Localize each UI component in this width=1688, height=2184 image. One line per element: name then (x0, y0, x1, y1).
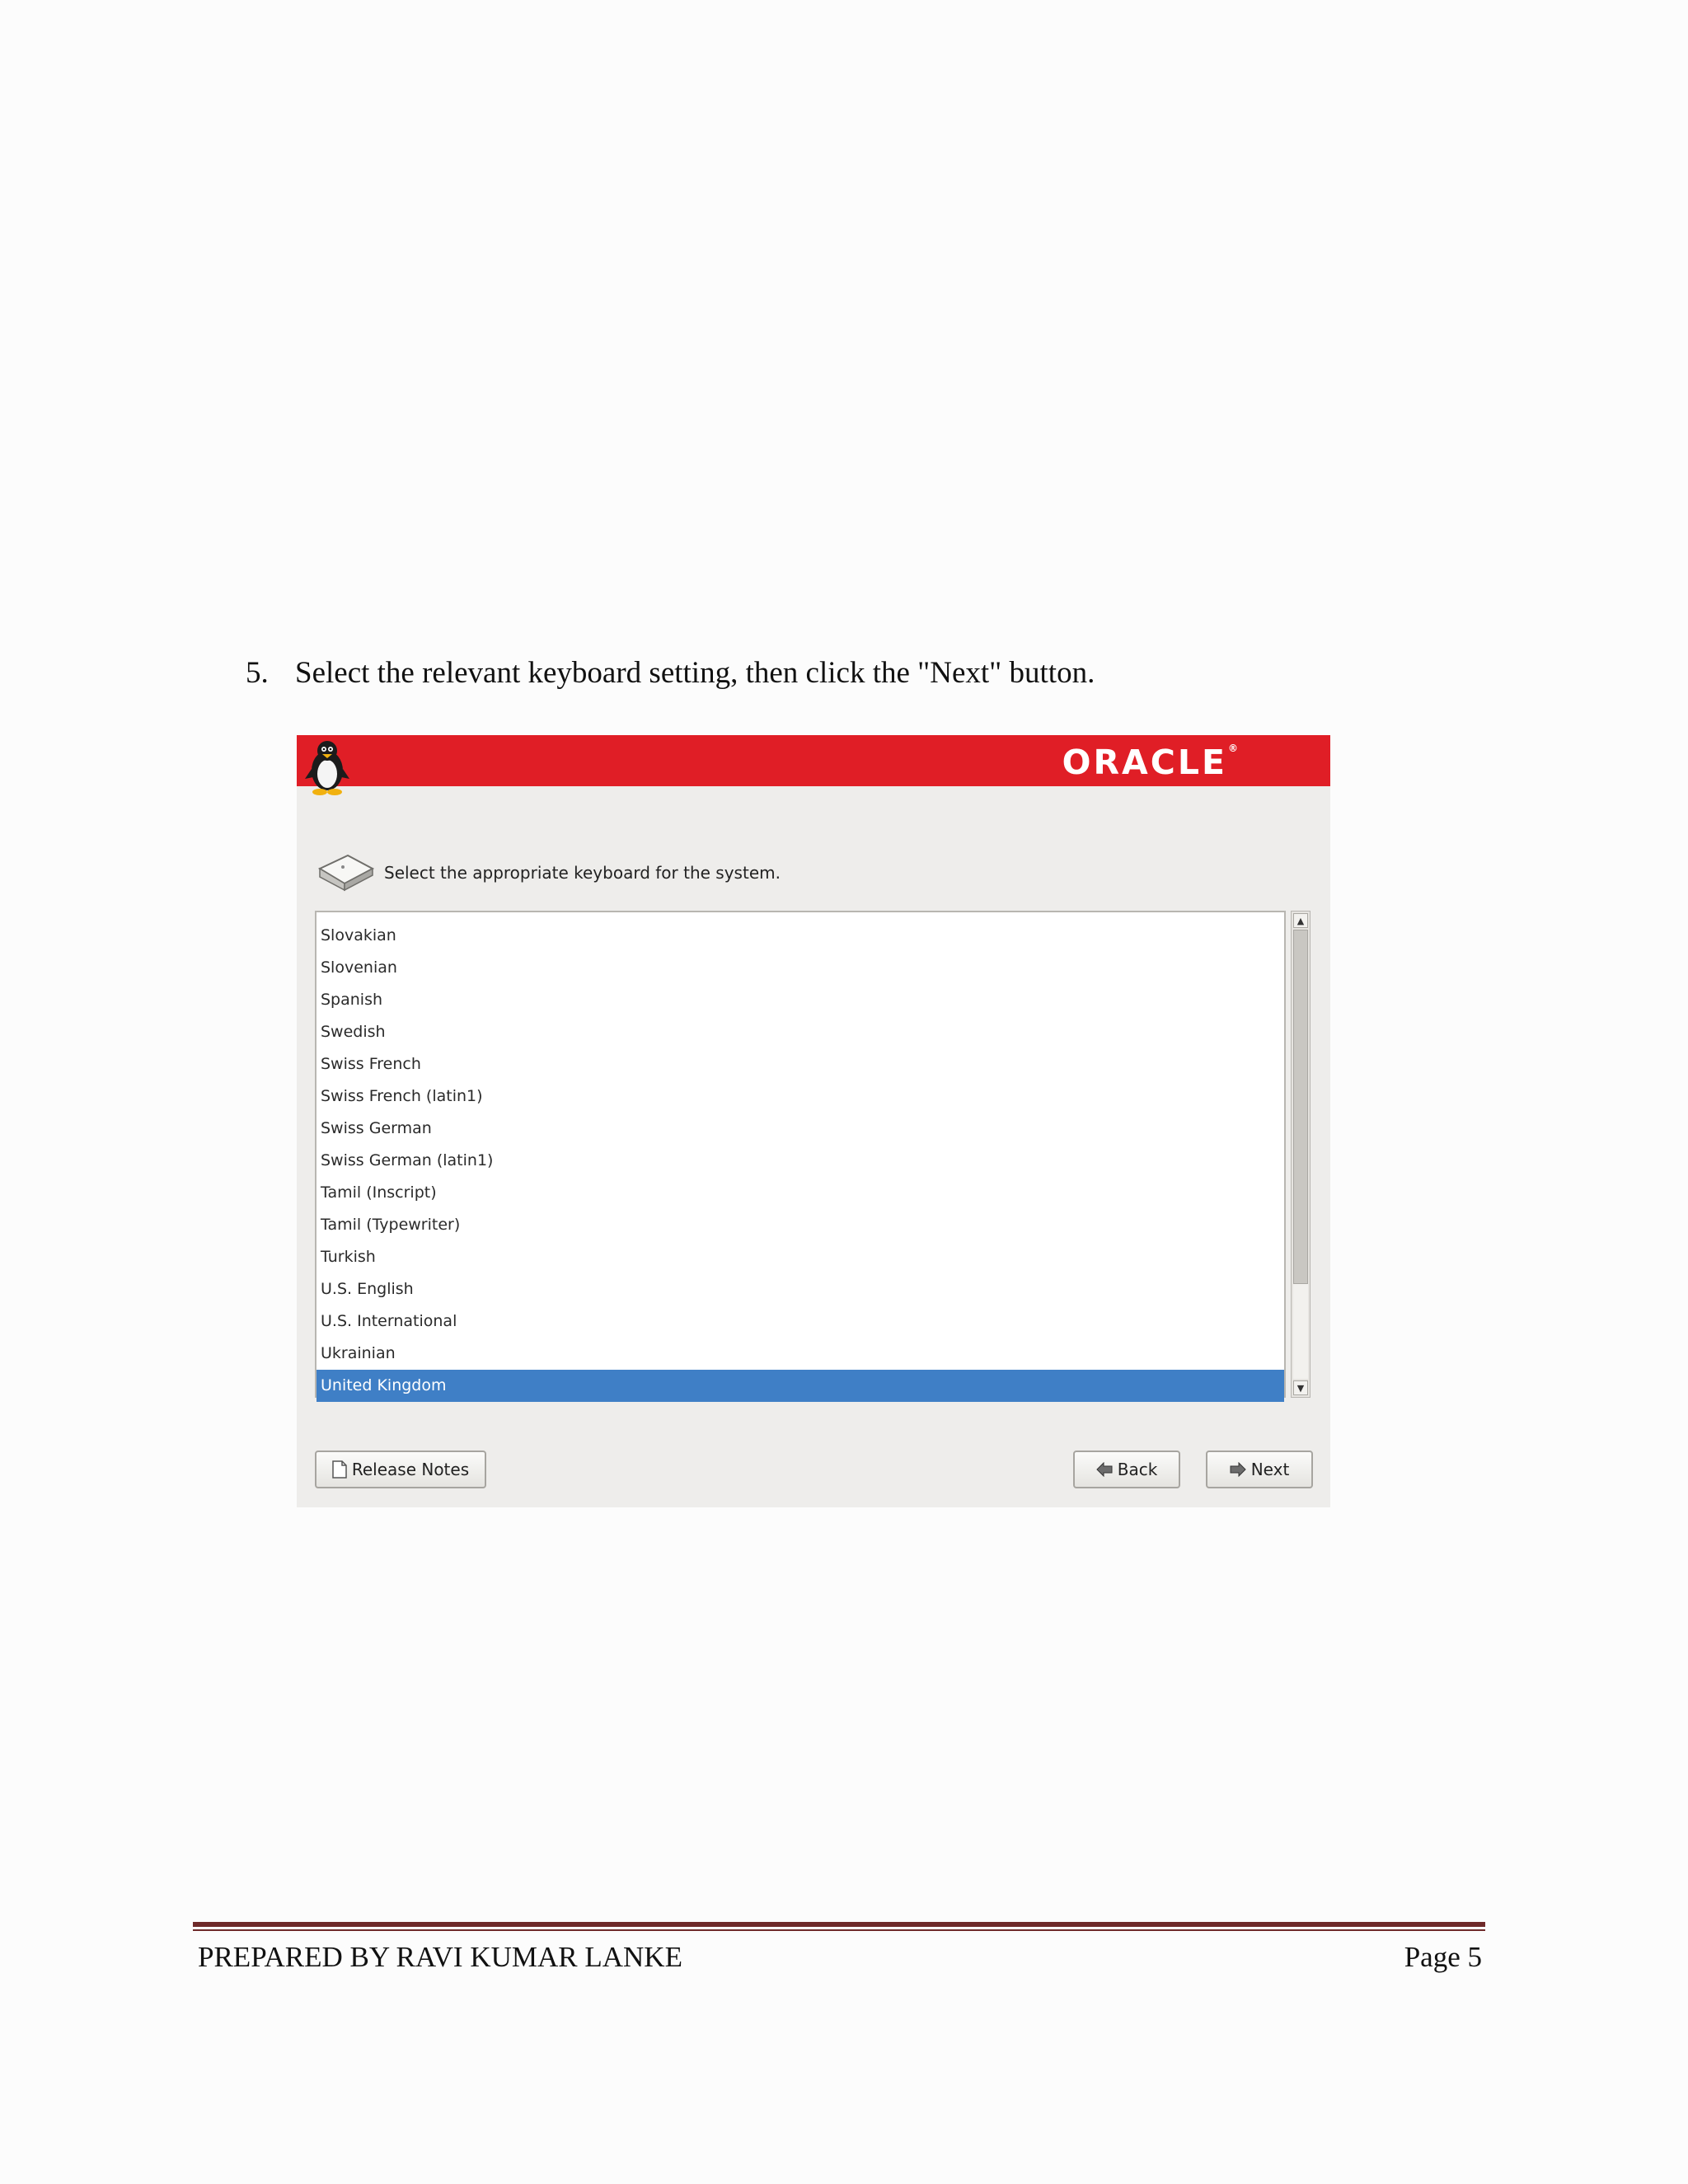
footer-rule (193, 1922, 1485, 1927)
list-item[interactable]: Swiss French (latin1) (321, 1087, 483, 1105)
release-notes-button[interactable] (315, 1451, 486, 1488)
oracle-banner (297, 735, 1330, 786)
footer-author: PREPARED BY RAVI KUMAR LANKE (198, 1941, 682, 1973)
footer-rule-thin (193, 1929, 1485, 1931)
list-item[interactable]: Tamil (Inscript) (321, 1183, 437, 1202)
list-item[interactable]: U.S. English (321, 1280, 414, 1298)
list-item[interactable]: Tamil (Typewriter) (321, 1216, 461, 1234)
back-label: Back (1117, 1460, 1158, 1479)
arrow-left-icon (1096, 1462, 1113, 1477)
back-button[interactable] (1073, 1451, 1180, 1488)
list-item[interactable]: Slovenian (321, 958, 397, 977)
keyboard-list-items (316, 912, 1284, 1402)
arrow-right-icon (1230, 1462, 1246, 1477)
scroll-up-icon[interactable]: ▲ (1293, 913, 1308, 928)
list-item[interactable]: Ukrainian (321, 1344, 396, 1362)
list-item[interactable]: U.S. International (321, 1312, 457, 1330)
keyboard-list[interactable] (315, 911, 1286, 1398)
footer-page-number: Page 5 (1404, 1941, 1482, 1973)
list-item[interactable]: Swedish (321, 1023, 386, 1041)
keyboard-key-icon (315, 851, 376, 893)
scroll-down-icon[interactable]: ▼ (1293, 1380, 1308, 1395)
step-text: Select the relevant keyboard setting, then click the "Next" button. (295, 656, 1095, 690)
list-item[interactable]: Swiss German (latin1) (321, 1151, 494, 1169)
next-button[interactable] (1206, 1451, 1313, 1488)
list-item[interactable]: Spanish (321, 991, 383, 1009)
scrollbar-thumb[interactable] (1293, 930, 1308, 1284)
list-item[interactable]: Slovakian (321, 926, 396, 944)
oracle-logo-text: ORACLE (1062, 743, 1227, 782)
installer-screenshot (297, 735, 1330, 1507)
list-item-selected[interactable]: United Kingdom (316, 1370, 1284, 1402)
document-icon (332, 1460, 347, 1479)
oracle-logo (1062, 743, 1238, 782)
scrollbar-track[interactable] (1293, 930, 1308, 1379)
oracle-logo-mark: ® (1228, 743, 1238, 754)
release-notes-label: Release Notes (351, 1460, 470, 1479)
list-item[interactable]: Turkish (321, 1248, 376, 1266)
list-scrollbar[interactable] (1291, 911, 1311, 1398)
step-number: 5. (246, 656, 269, 690)
list-item[interactable]: Swiss French (321, 1055, 421, 1073)
next-label: Next (1250, 1460, 1290, 1479)
step-instruction (246, 655, 1095, 691)
keyboard-prompt: Select the appropriate keyboard for the system. (384, 863, 781, 883)
penguin-icon (303, 738, 351, 795)
list-item[interactable]: Swiss German (321, 1119, 432, 1137)
